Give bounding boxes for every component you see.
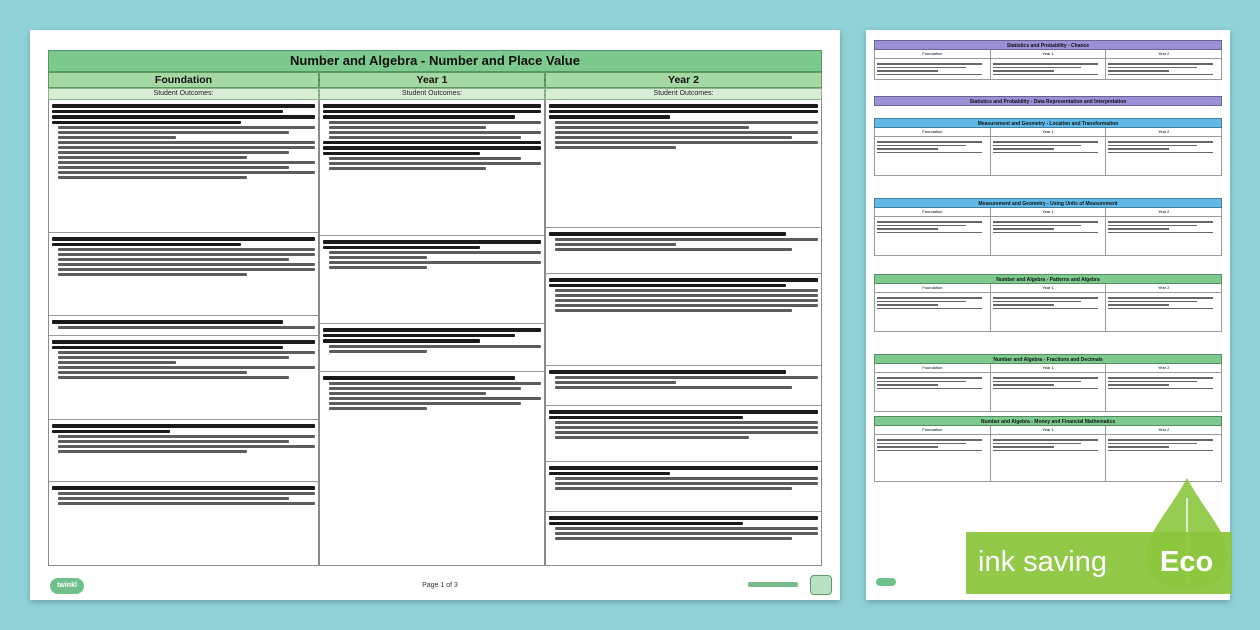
preview-cell xyxy=(875,217,991,255)
preview-column-header: Year 1 xyxy=(991,128,1107,136)
preview-cell xyxy=(1106,59,1221,79)
preview-column-headers xyxy=(874,208,1222,216)
preview-cell xyxy=(1106,137,1221,175)
preview-section xyxy=(874,118,1222,176)
outcome-cell xyxy=(49,482,318,566)
preview-section xyxy=(874,198,1222,256)
curriculum-badge-icon xyxy=(810,575,832,595)
preview-section xyxy=(874,354,1222,412)
preview-section-title: Statistics and Probability - Data Representation and Interpretation xyxy=(874,96,1222,106)
outcome-cell xyxy=(546,462,821,512)
outcome-cell xyxy=(49,336,318,420)
preview-cell xyxy=(1106,373,1221,411)
preview-column-header: Foundation xyxy=(875,426,991,434)
preview-body xyxy=(874,216,1222,256)
outcome-cell xyxy=(546,100,821,228)
ink-saving-label: ink saving xyxy=(978,546,1107,578)
preview-column-header: Year 2 xyxy=(1157,285,1170,290)
outcome-cell xyxy=(49,100,318,233)
outcome-cell xyxy=(546,228,821,274)
page-number: Page 1 of 3 xyxy=(422,582,458,589)
preview-cell xyxy=(991,435,1107,481)
column-header-foundation: Foundation xyxy=(48,72,319,88)
preview-body xyxy=(874,58,1222,80)
preview-column-headers xyxy=(874,50,1222,58)
preview-section xyxy=(874,96,1222,106)
preview-column-header: Year 2 xyxy=(1157,129,1170,134)
preview-section xyxy=(874,274,1222,332)
preview-column-header: Foundation xyxy=(875,208,991,216)
preview-body xyxy=(874,434,1222,482)
preview-column-header: Year 1 xyxy=(991,364,1107,372)
preview-column-header: Foundation xyxy=(875,50,991,58)
year-2-column xyxy=(545,100,822,566)
document-title: Number and Algebra - Number and Place Value xyxy=(48,50,822,72)
outcome-cell xyxy=(49,420,318,482)
preview-cell xyxy=(875,373,991,411)
outcome-cell xyxy=(546,406,821,462)
preview-cell xyxy=(875,59,991,79)
preview-body xyxy=(874,136,1222,176)
preview-column-headers xyxy=(874,426,1222,434)
preview-section xyxy=(874,416,1222,482)
preview-cell xyxy=(875,137,991,175)
outcome-cell xyxy=(320,100,544,236)
preview-column-header: Year 1 xyxy=(991,50,1107,58)
preview-cell xyxy=(991,59,1107,79)
preview-column-headers xyxy=(874,128,1222,136)
preview-section-title: Number and Algebra - Patterns and Algebra xyxy=(874,274,1222,284)
preview-cell xyxy=(1106,293,1221,331)
year-1-column xyxy=(319,100,545,566)
preview-column-header: Year 1 xyxy=(991,208,1107,216)
preview-column-header: Year 2 xyxy=(1157,209,1170,214)
eco-label: Eco xyxy=(1160,546,1214,578)
subheading-year-1: Student Outcomes: xyxy=(319,88,545,100)
footer-website xyxy=(748,582,798,587)
preview-section-title: Statistics and Probability - Chance xyxy=(874,40,1222,50)
subheading-foundation: Student Outcomes: xyxy=(48,88,319,100)
preview-section-title: Measurement and Geometry - Location and Transformation xyxy=(874,118,1222,128)
preview-column-header: Foundation xyxy=(875,284,991,292)
foundation-column xyxy=(48,100,319,566)
preview-cell xyxy=(875,293,991,331)
preview-column-headers xyxy=(874,284,1222,292)
outcome-cell xyxy=(49,316,318,336)
outcome-cell xyxy=(49,233,318,316)
preview-cell xyxy=(991,293,1107,331)
preview-column-header: Foundation xyxy=(875,128,991,136)
preview-cell xyxy=(875,435,991,481)
preview-body xyxy=(874,372,1222,412)
preview-cell xyxy=(991,373,1107,411)
preview-body xyxy=(874,292,1222,332)
preview-section-title: Number and Algebra - Money and Financial Mathematics xyxy=(874,416,1222,426)
preview-column-headers xyxy=(874,364,1222,372)
preview-column-header: Year 2 xyxy=(1157,365,1170,370)
outcome-cell xyxy=(546,274,821,366)
preview-section-title: Number and Algebra - Fractions and Decimals xyxy=(874,354,1222,364)
outcome-cell xyxy=(546,366,821,406)
preview-section xyxy=(874,40,1222,80)
outcome-cell xyxy=(320,324,544,372)
twinkl-logo: twinkl xyxy=(50,578,84,594)
preview-cell xyxy=(991,217,1107,255)
column-header-year-1: Year 1 xyxy=(319,72,545,88)
column-header-year-2: Year 2 xyxy=(545,72,822,88)
twinkl-logo-small xyxy=(876,578,896,586)
preview-column-header: Year 1 xyxy=(991,284,1107,292)
preview-cell xyxy=(1106,217,1221,255)
preview-column-header: Year 1 xyxy=(991,426,1107,434)
subheading-year-2: Student Outcomes: xyxy=(545,88,822,100)
preview-column-header: Year 2 xyxy=(1157,427,1170,432)
preview-cell xyxy=(991,137,1107,175)
preview-column-header: Year 2 xyxy=(1157,51,1170,56)
outcome-cell xyxy=(546,512,821,566)
preview-section-title: Measurement and Geometry - Using Units of Measurement xyxy=(874,198,1222,208)
document-page xyxy=(30,30,840,600)
preview-column-header: Foundation xyxy=(875,364,991,372)
preview-cell xyxy=(1106,435,1221,481)
outcome-cell xyxy=(320,236,544,324)
outcome-cell xyxy=(320,372,544,566)
